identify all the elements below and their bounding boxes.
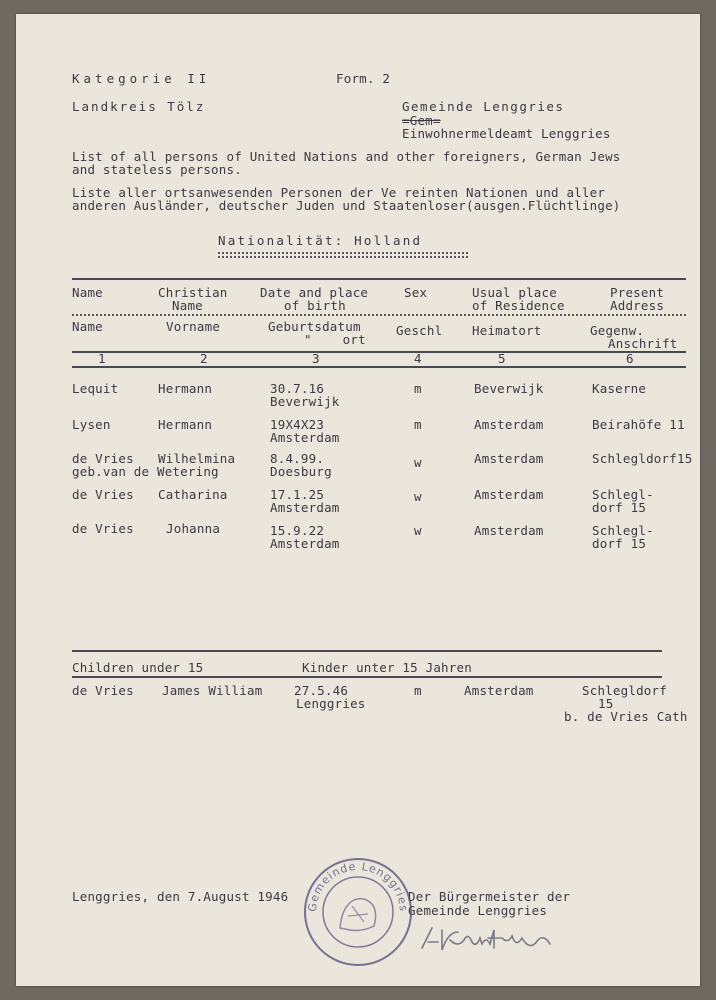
child-name: de Vries [72, 683, 134, 698]
row-heimat: Amsterdam [474, 523, 544, 538]
col-gegenw-de: Gegenw. [590, 323, 645, 338]
child-addr-3: b. de Vries Cath [564, 709, 688, 724]
kategorie: Kategorie II [72, 71, 211, 86]
row-date: 19X4X23 [270, 417, 325, 432]
nationality-underline-2 [218, 256, 468, 258]
row-vorname: Catharina [158, 487, 228, 502]
col-name-de: Name [72, 319, 103, 334]
col-number-5: 5 [498, 351, 506, 366]
children-top-rule [72, 650, 662, 652]
col-usual-en-2: of Residence [472, 298, 565, 313]
col-number-6: 6 [626, 351, 634, 366]
child-date: 27.5.46 [294, 683, 349, 698]
children-bottom-rule [72, 676, 662, 678]
row-sex: w [414, 455, 422, 470]
row-name: Lequit [72, 381, 119, 396]
row-addr-2: dorf 15 [592, 500, 647, 515]
seal-text: Gemeinde Lenggries [305, 859, 411, 913]
row-heimat: Beverwijk [474, 381, 544, 396]
col-number-1: 1 [98, 351, 106, 366]
row-addr: Schlegl- [592, 487, 654, 502]
col-usual-en: Usual place [472, 285, 557, 300]
row-addr: Schlegldorf15 [592, 451, 693, 466]
children-title-de: Kinder unter 15 Jahren [302, 660, 472, 675]
einwohnermeldeamt: Einwohnermeldeamt Lenggries [402, 126, 611, 141]
child-addr-2: 15 [598, 696, 614, 711]
row-place: Doesburg [270, 464, 332, 479]
official-seal [302, 856, 414, 968]
child-heimat: Amsterdam [464, 683, 534, 698]
col-number-4: 4 [414, 351, 422, 366]
row-sex: m [414, 417, 422, 432]
row-date: 17.1.25 [270, 487, 325, 502]
col-present-en: Present [610, 285, 665, 300]
col-present-en-2: Address [610, 298, 665, 313]
col-vorname-de: Vorname [166, 319, 221, 334]
child-place: Lenggries [296, 696, 366, 711]
row-heimat: Amsterdam [474, 417, 544, 432]
row-vorname: Hermann [158, 381, 213, 396]
col-heimatort-de: Heimatort [472, 323, 542, 338]
handwritten-signature [418, 918, 558, 958]
row-name: de Vries [72, 487, 134, 502]
children-title-en: Children under 15 [72, 660, 204, 675]
col-name-en: Name [72, 285, 103, 300]
row-name: de Vries [72, 451, 134, 466]
row-heimat: Amsterdam [474, 451, 544, 466]
intro-de-line1: Liste aller ortsanwesenden Personen der Ve reinten Nationen und aller [72, 185, 606, 200]
row-addr: Schlegl- [592, 523, 654, 538]
col-sex-en: Sex [404, 285, 428, 300]
table-top-rule [72, 278, 686, 280]
signatory-line2: Gemeinde Lenggries [408, 903, 548, 918]
child-vorname: James William [162, 683, 263, 698]
nationality-underline [218, 252, 468, 254]
header-dotted-rule [72, 314, 686, 316]
row-vorname: Johanna [166, 521, 221, 536]
landkreis: Landkreis Tölz [72, 99, 206, 114]
col-christian-en-2: Name [172, 298, 203, 313]
row-name: Lysen [72, 417, 111, 432]
row-name: de Vries [72, 521, 134, 536]
row-sex: w [414, 489, 422, 504]
col-number-3: 3 [312, 351, 320, 366]
row-date: 8.4.99. [270, 451, 325, 466]
col-christian-en: Christian [158, 285, 228, 300]
child-addr: Schlegldorf [582, 683, 667, 698]
header-rule-2 [72, 366, 686, 368]
row-place: Beverwijk [270, 394, 340, 409]
form-number: Form. 2 [336, 71, 391, 86]
col-geburt-de: Geburtsdatum [268, 319, 361, 334]
struck-text: =Gem= [402, 113, 441, 128]
document-page [16, 14, 700, 986]
col-geburt-de-2: " ort [304, 332, 366, 347]
col-date-en-2: of birth [284, 298, 346, 313]
child-sex: m [414, 683, 422, 698]
col-gegenw-de-2: Anschrift [608, 336, 678, 351]
row-addr-2: dorf 15 [592, 536, 647, 551]
row-sex: w [414, 523, 422, 538]
row-place: Amsterdam [270, 500, 340, 515]
col-geschl-de: Geschl [396, 323, 443, 338]
row-place: Amsterdam [270, 536, 340, 551]
row-vorname: Wilhelmina [158, 451, 236, 466]
nationality: Nationalität: Holland [218, 233, 423, 248]
svg-text:Gemeinde Lenggries [306, 860, 410, 913]
row-name-geb: geb.van de Wetering [72, 464, 219, 479]
intro-en-line2: and stateless persons. [72, 162, 242, 177]
intro-de-line2: anderen Ausländer, deutscher Juden und Staatenloser(ausgen.Flüchtlinge) [72, 198, 621, 213]
gemeinde: Gemeinde Lenggries [402, 99, 565, 114]
row-vorname: Hermann [158, 417, 213, 432]
row-addr: Kaserne [592, 381, 647, 396]
intro-en-line1: List of all persons of United Nations and other foreigners, German Jews [72, 149, 621, 164]
footer-place-date: Lenggries, den 7.August 1946 [72, 889, 289, 904]
row-place: Amsterdam [270, 430, 340, 445]
signatory-line1: Der Bürgermeister der [408, 889, 571, 904]
row-sex: m [414, 381, 422, 396]
col-date-en: Date and place [260, 285, 369, 300]
row-date: 15.9.22 [270, 523, 325, 538]
row-date: 30.7.16 [270, 381, 325, 396]
row-heimat: Amsterdam [474, 487, 544, 502]
col-number-2: 2 [200, 351, 208, 366]
header-rule-1 [72, 351, 686, 353]
row-addr: Beirahöfe 11 [592, 417, 685, 432]
